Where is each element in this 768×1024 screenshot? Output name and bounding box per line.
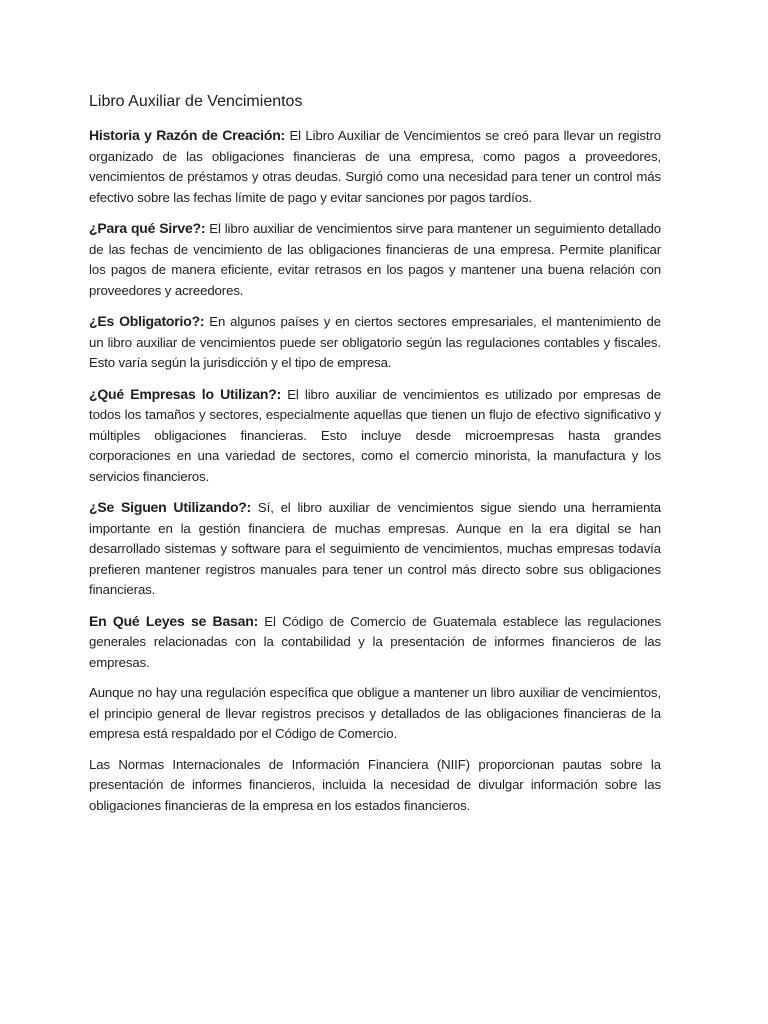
- section-text: El libro auxiliar de vencimientos sirve para mantener un seguimiento detallado de las fechas de vencimiento de las obligaciones financieras de una empresa. Permite planificar los pagos de manera eficiente, evitar retrasos en los pagos y mantener una buena relación con proveedores y acreedores.: [89, 221, 661, 298]
- section-heading: ¿Es Obligatorio?:: [89, 313, 205, 329]
- document-page: [89, 92, 661, 826]
- section-que-empresas: [89, 384, 661, 488]
- section-text: Sí, el libro auxiliar de vencimientos sigue siendo una herramienta importante en la gestión financiera de muchas empresas. Aunque en la era digital se han desarrollado sistemas y software para el seguimiento de vencimientos, muchas empresas todavía prefieren mantener registros manuales para tener un control más directo sobre sus obligaciones financieras.: [89, 500, 661, 597]
- body-paragraph: Las Normas Internacionales de Información Financiera (NIIF) proporcionan pautas sobre la presentación de informes financieros, incluida la necesidad de divulgar información sobre las obligaciones financieras de la empresa en los estados financieros.: [89, 756, 661, 813]
- section-heading: ¿Qué Empresas lo Utilizan?:: [89, 385, 282, 402]
- section-text: En algunos países y en ciertos sectores empresariales, el mantenimiento de un libro auxiliar de vencimientos puede ser obligatorio según las regulaciones contables y fiscales. Esto varía según la jurisdicción y el tipo de empresa.: [89, 314, 661, 370]
- section-se-siguen-utilizando: [89, 497, 661, 601]
- section-heading: En Qué Leyes se Basan:: [89, 612, 259, 629]
- body-paragraph: Aunque no hay una regulación específica que obligue a mantener un libro auxiliar de vencimientos, el principio general de llevar registros precisos y detallados de las obligaciones financieras de la empresa está respaldado por el Código de Comercio.: [89, 685, 661, 741]
- section-heading: ¿Se Siguen Utilizando?:: [89, 499, 252, 515]
- section-heading: ¿Para qué Sirve?:: [89, 220, 206, 236]
- document-title: Libro Auxiliar de Vencimientos: [89, 93, 303, 110]
- section-text: El libro auxiliar de vencimientos es utilizado por empresas de todos los tamaños y sectores, especialmente aquellas que tienen un flujo de efectivo significativo y múltiples obligaciones financieras. Esto incluye desde microempresas hasta grandes corporaciones en una variedad de sectores, como el comercio minorista, la manufactura y los servicios financieros.: [89, 386, 661, 484]
- section-para-que-sirve: [89, 218, 661, 301]
- section-historia: [89, 125, 661, 208]
- section-leyes: [89, 611, 661, 674]
- section-text: El Código de Comercio de Guatemala establece las regulaciones generales relacionadas con la contabilidad y la presentación de informes financieros de las empresas.: [89, 613, 661, 670]
- section-text: El Libro Auxiliar de Vencimientos se creó para llevar un registro organizado de las obligaciones financieras de una empresa, como pagos a proveedores, vencimientos de préstamos y otras deudas. Surgió como una necesidad para tener un control más efectivo sobre las fechas límite de pago y evitar sanciones por pagos tardíos.: [89, 128, 661, 205]
- section-es-obligatorio: [89, 311, 661, 374]
- section-heading: Historia y Razón de Creación:: [89, 127, 286, 143]
